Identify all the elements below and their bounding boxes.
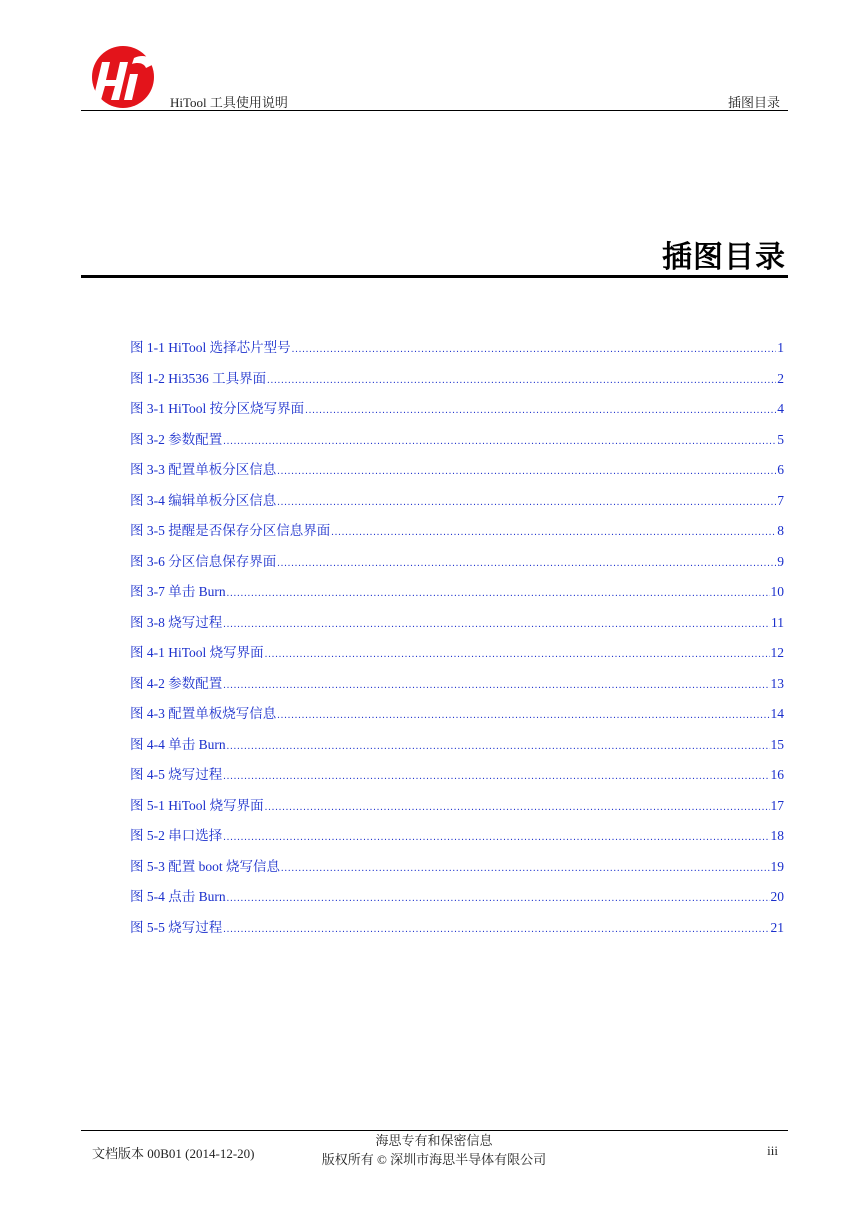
toc-entry-label[interactable]: 图 3-1 HiTool 按分区烧写界面: [130, 401, 305, 416]
toc-entry[interactable]: [130, 641, 784, 672]
toc-entry-label[interactable]: 图 5-2 串口选择: [130, 828, 223, 843]
footer-page-number: iii: [767, 1143, 778, 1158]
toc-entry-label[interactable]: 图 3-7 单击 Burn: [130, 584, 226, 599]
toc-entry[interactable]: [130, 702, 784, 733]
toc-entry-label[interactable]: 图 4-5 烧写过程: [130, 767, 223, 782]
header-divider: [81, 110, 788, 111]
toc-entry-page[interactable]: 4: [777, 401, 784, 416]
toc-leader-dots: [223, 828, 769, 844]
toc-leader-dots: [277, 706, 769, 722]
toc-entry-page[interactable]: 6: [777, 462, 784, 477]
toc-entry-page[interactable]: 1: [777, 340, 784, 355]
toc-entry-page[interactable]: 20: [770, 889, 784, 904]
toc-entry-page[interactable]: 9: [777, 553, 784, 569]
toc-entry-label[interactable]: 图 4-3 配置单板烧写信息: [130, 706, 277, 721]
figure-list: [130, 336, 784, 946]
toc-entry-label[interactable]: 图 4-4 单击 Burn: [130, 736, 226, 752]
toc-entry[interactable]: [130, 763, 784, 794]
toc-leader-dots: [223, 615, 770, 631]
toc-entry-page[interactable]: 15: [770, 736, 784, 752]
toc-leader-dots: [223, 676, 769, 692]
toc-entry-label[interactable]: 图 5-3 配置 boot 烧写信息: [130, 858, 280, 874]
toc-leader-dots: [281, 859, 770, 875]
toc-leader-dots: [292, 340, 777, 356]
toc-entry-page[interactable]: 5: [777, 431, 784, 447]
toc-entry[interactable]: [130, 489, 784, 520]
toc-entry-page[interactable]: 8: [777, 523, 784, 538]
toc-leader-dots: [277, 493, 776, 509]
footer-copyright: [0, 1131, 868, 1169]
toc-entry-page[interactable]: 21: [770, 919, 784, 935]
toc-entry-page[interactable]: 14: [770, 706, 784, 721]
toc-entry-page[interactable]: 2: [777, 370, 784, 386]
toc-entry-label[interactable]: 图 3-6 分区信息保存界面: [130, 553, 277, 569]
toc-entry[interactable]: [130, 428, 784, 459]
toc-leader-dots: [265, 645, 770, 661]
toc-leader-dots: [223, 432, 776, 448]
title-divider: [81, 275, 788, 278]
toc-entry[interactable]: [130, 794, 784, 825]
toc-entry-page[interactable]: 12: [770, 645, 784, 660]
toc-entry-page[interactable]: 11: [771, 614, 784, 630]
toc-entry[interactable]: [130, 733, 784, 764]
toc-leader-dots: [277, 554, 776, 570]
toc-entry[interactable]: [130, 397, 784, 428]
toc-leader-dots: [277, 462, 776, 478]
toc-entry-page[interactable]: 17: [770, 797, 784, 813]
toc-leader-dots: [227, 889, 770, 905]
toc-entry-page[interactable]: 19: [770, 858, 784, 874]
footer-confidential: 海思专有和保密信息: [375, 1133, 493, 1148]
toc-entry-label[interactable]: 图 4-1 HiTool 烧写界面: [130, 645, 264, 660]
toc-entry-label[interactable]: 图 5-4 点击 Burn: [130, 889, 226, 904]
toc-entry[interactable]: [130, 611, 784, 642]
toc-entry-label[interactable]: 图 3-2 参数配置: [130, 431, 223, 447]
page-title: 插图目录: [662, 240, 786, 275]
toc-entry[interactable]: [130, 672, 784, 703]
toc-leader-dots: [227, 737, 770, 753]
toc-entry-label[interactable]: 图 3-8 烧写过程: [130, 614, 223, 630]
toc-entry-page[interactable]: 16: [770, 767, 784, 782]
toc-entry-page[interactable]: 10: [770, 584, 784, 599]
toc-entry[interactable]: [130, 550, 784, 581]
toc-leader-dots: [267, 371, 776, 387]
toc-entry[interactable]: [130, 519, 784, 550]
toc-leader-dots: [305, 401, 776, 417]
toc-entry-label[interactable]: 图 1-2 Hi3536 工具界面: [130, 370, 267, 386]
toc-entry[interactable]: [130, 824, 784, 855]
toc-entry[interactable]: [130, 580, 784, 611]
footer-copyright-line: 版权所有 © 深圳市海思半导体有限公司: [321, 1152, 547, 1167]
toc-entry[interactable]: [130, 367, 784, 398]
toc-entry[interactable]: [130, 336, 784, 367]
hisilicon-logo-icon: [88, 44, 158, 110]
header-doc-title: HiTool 工具使用说明: [170, 95, 288, 110]
toc-entry[interactable]: [130, 885, 784, 916]
toc-entry-label[interactable]: 图 5-5 烧写过程: [130, 919, 223, 935]
header-section-title: 插图目录: [727, 95, 780, 110]
toc-entry-label[interactable]: 图 4-2 参数配置: [130, 675, 223, 691]
toc-entry-label[interactable]: 图 3-3 配置单板分区信息: [130, 462, 277, 477]
toc-entry-label[interactable]: 图 3-4 编辑单板分区信息: [130, 492, 277, 508]
toc-leader-dots: [265, 798, 770, 814]
toc-entry[interactable]: [130, 458, 784, 489]
toc-leader-dots: [223, 767, 769, 783]
toc-entry-label[interactable]: 图 3-5 提醒是否保存分区信息界面: [130, 523, 331, 538]
toc-entry[interactable]: [130, 855, 784, 886]
footer-doc-version: 文档版本 00B01 (2014-12-20): [92, 1146, 255, 1161]
toc-entry-page[interactable]: 13: [770, 675, 784, 691]
toc-entry-label[interactable]: 图 1-1 HiTool 选择芯片型号: [130, 340, 291, 355]
toc-leader-dots: [331, 523, 776, 539]
toc-entry-page[interactable]: 18: [770, 828, 784, 843]
toc-leader-dots: [227, 584, 770, 600]
toc-entry-page[interactable]: 7: [777, 492, 784, 508]
toc-entry[interactable]: [130, 916, 784, 947]
toc-leader-dots: [223, 920, 769, 936]
toc-entry-label[interactable]: 图 5-1 HiTool 烧写界面: [130, 797, 264, 813]
